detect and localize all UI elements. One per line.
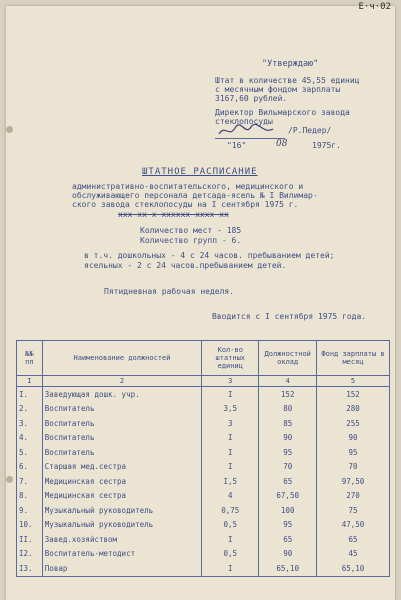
salary-cell: 70 bbox=[259, 460, 317, 475]
staff-units-cell: I bbox=[202, 431, 259, 446]
table-row bbox=[17, 532, 390, 547]
salary-cell: 65,10 bbox=[259, 561, 317, 576]
salary-cell: 100 bbox=[259, 503, 317, 518]
table-row bbox=[17, 460, 390, 475]
salary-cell: 67,50 bbox=[259, 489, 317, 504]
row-number-cell: 3. bbox=[17, 416, 43, 431]
approval-line: Директор Вильмарского завода bbox=[215, 108, 350, 117]
table-row bbox=[17, 387, 390, 402]
monthly-fund-cell: 280 bbox=[317, 402, 390, 417]
staff-units-cell: I bbox=[202, 561, 259, 576]
groups-note: ясельных - 2 с 24 часов.пребыванием детей. bbox=[84, 261, 287, 270]
table-row bbox=[17, 431, 390, 446]
salary-cell: 90 bbox=[259, 431, 317, 446]
position-name-cell: Музыкальный руководитель bbox=[42, 503, 201, 518]
row-number-cell: 10. bbox=[17, 518, 43, 533]
punch-hole bbox=[6, 126, 13, 133]
row-number-cell: II. bbox=[17, 532, 43, 547]
approval-line: с месячным фондом зарплаты bbox=[215, 85, 341, 94]
row-number-cell: 4. bbox=[17, 431, 43, 446]
position-name-cell: Повар bbox=[42, 561, 201, 576]
approval-date-year: 1975г. bbox=[312, 141, 341, 150]
row-number-cell: 6. bbox=[17, 460, 43, 475]
position-name-cell: Старшая мед.сестра bbox=[42, 460, 201, 475]
corner-mark: Е·ч·02 bbox=[358, 2, 391, 12]
staff-units-cell: 0,5 bbox=[202, 518, 259, 533]
subtitle-line: обслуживающего персонала детсада-ясель № I Вилимар- bbox=[72, 191, 318, 200]
col-header-number: №№ пп bbox=[17, 341, 43, 376]
salary-cell: 80 bbox=[259, 402, 317, 417]
monthly-fund-cell: 255 bbox=[317, 416, 390, 431]
table-header-row bbox=[17, 341, 390, 376]
position-name-cell: Воспитатель bbox=[42, 402, 201, 417]
position-name-cell: Воспитатель-методист bbox=[42, 547, 201, 562]
salary-cell: 65 bbox=[259, 532, 317, 547]
col-header-salary: Должностной оклад bbox=[259, 341, 317, 376]
staff-units-cell: 3,5 bbox=[202, 402, 259, 417]
groups-count: Количество групп - 6. bbox=[140, 236, 242, 245]
staff-units-cell: I bbox=[202, 445, 259, 460]
groups-note: в т.ч. дошкольных - 4 с 24 часов. пребыванием детей; bbox=[84, 251, 335, 260]
table-row bbox=[17, 547, 390, 562]
approval-line: стеклопосуды bbox=[215, 117, 273, 126]
index-cell: I bbox=[17, 376, 43, 387]
approval-date-day: "16" bbox=[227, 141, 247, 150]
monthly-fund-cell: 152 bbox=[317, 387, 390, 402]
approval-line: 3167,60 рублей. bbox=[215, 94, 288, 103]
monthly-fund-cell: 65 bbox=[317, 532, 390, 547]
row-number-cell: 5. bbox=[17, 445, 43, 460]
signature-icon bbox=[217, 124, 277, 138]
table-body bbox=[17, 387, 390, 577]
staff-units-cell: 4 bbox=[202, 489, 259, 504]
staff-units-cell: 0,5 bbox=[202, 547, 259, 562]
monthly-fund-cell: 97,50 bbox=[317, 474, 390, 489]
table-row bbox=[17, 402, 390, 417]
table-row bbox=[17, 561, 390, 576]
salary-cell: 65 bbox=[259, 474, 317, 489]
table-row bbox=[17, 518, 390, 533]
row-number-cell: I2. bbox=[17, 547, 43, 562]
salary-cell: 90 bbox=[259, 547, 317, 562]
position-name-cell: Воспитатель bbox=[42, 416, 201, 431]
monthly-fund-cell: 90 bbox=[317, 431, 390, 446]
punch-hole bbox=[6, 476, 13, 483]
col-header-units: Кол-во штатных единиц bbox=[202, 341, 259, 376]
staff-units-cell: I,5 bbox=[202, 474, 259, 489]
staff-units-cell: I bbox=[202, 532, 259, 547]
row-number-cell: I. bbox=[17, 387, 43, 402]
approval-heading: "Утверждаю" bbox=[262, 59, 319, 69]
position-name-cell: Воспитатель bbox=[42, 445, 201, 460]
position-name-cell: Заведующая дошк. учр. bbox=[42, 387, 201, 402]
table-row bbox=[17, 445, 390, 460]
row-number-cell: I3. bbox=[17, 561, 43, 576]
monthly-fund-cell: 70 bbox=[317, 460, 390, 475]
index-cell: 2 bbox=[42, 376, 201, 387]
table-row bbox=[17, 503, 390, 518]
table-row bbox=[17, 416, 390, 431]
index-cell: 3 bbox=[202, 376, 259, 387]
position-name-cell: Медицинская сестра bbox=[42, 474, 201, 489]
table-row bbox=[17, 474, 390, 489]
monthly-fund-cell: 75 bbox=[317, 503, 390, 518]
document-title: ШТАТНОЕ РАСПИСАНИЕ bbox=[142, 167, 258, 177]
staff-units-cell: 0,75 bbox=[202, 503, 259, 518]
salary-cell: 95 bbox=[259, 518, 317, 533]
work-week-note: Пятидневная рабочая неделя. bbox=[104, 287, 235, 296]
monthly-fund-cell: 95 bbox=[317, 445, 390, 460]
table-row bbox=[17, 489, 390, 504]
approval-line: Штат в количестве 45,55 единиц bbox=[215, 76, 360, 85]
index-cell: 4 bbox=[259, 376, 317, 387]
monthly-fund-cell: 45 bbox=[317, 547, 390, 562]
row-number-cell: 9. bbox=[17, 503, 43, 518]
col-header-fund: Фонд зарплаты в месяц bbox=[317, 341, 390, 376]
effective-date: Вводится с I сентября 1975 года. bbox=[212, 312, 367, 321]
col-header-position: Наименование должностей bbox=[42, 341, 201, 376]
staff-table bbox=[16, 340, 390, 577]
monthly-fund-cell: 47,50 bbox=[317, 518, 390, 533]
salary-cell: 152 bbox=[259, 387, 317, 402]
table-index-row bbox=[17, 376, 390, 387]
salary-cell: 85 bbox=[259, 416, 317, 431]
subtitle-line: ского завода стеклопосуды на I сентября 1975 г. bbox=[72, 200, 299, 209]
position-name-cell: Музыкальный руководитель bbox=[42, 518, 201, 533]
staff-units-cell: 3 bbox=[202, 416, 259, 431]
struck-line: ххх хх х хххххх хххх хх bbox=[118, 210, 229, 219]
position-name-cell: Воспитатель bbox=[42, 431, 201, 446]
row-number-cell: 2. bbox=[17, 402, 43, 417]
position-name-cell: Медицинская сестра bbox=[42, 489, 201, 504]
row-number-cell: 7. bbox=[17, 474, 43, 489]
row-number-cell: 8. bbox=[17, 489, 43, 504]
signature-line bbox=[215, 128, 285, 139]
index-cell: 5 bbox=[317, 376, 390, 387]
places-count: Количество мест - 185 bbox=[140, 226, 242, 235]
staff-units-cell: I bbox=[202, 460, 259, 475]
monthly-fund-cell: 65,10 bbox=[317, 561, 390, 576]
signature-name: /Р.Педер/ bbox=[288, 126, 332, 135]
staff-units-cell: I bbox=[202, 387, 259, 402]
monthly-fund-cell: 270 bbox=[317, 489, 390, 504]
approval-date-month: 08 bbox=[276, 139, 288, 149]
position-name-cell: Завед.хозяйством bbox=[42, 532, 201, 547]
salary-cell: 95 bbox=[259, 445, 317, 460]
subtitle-line: административно-воспитательского, медицинского и bbox=[72, 182, 304, 191]
